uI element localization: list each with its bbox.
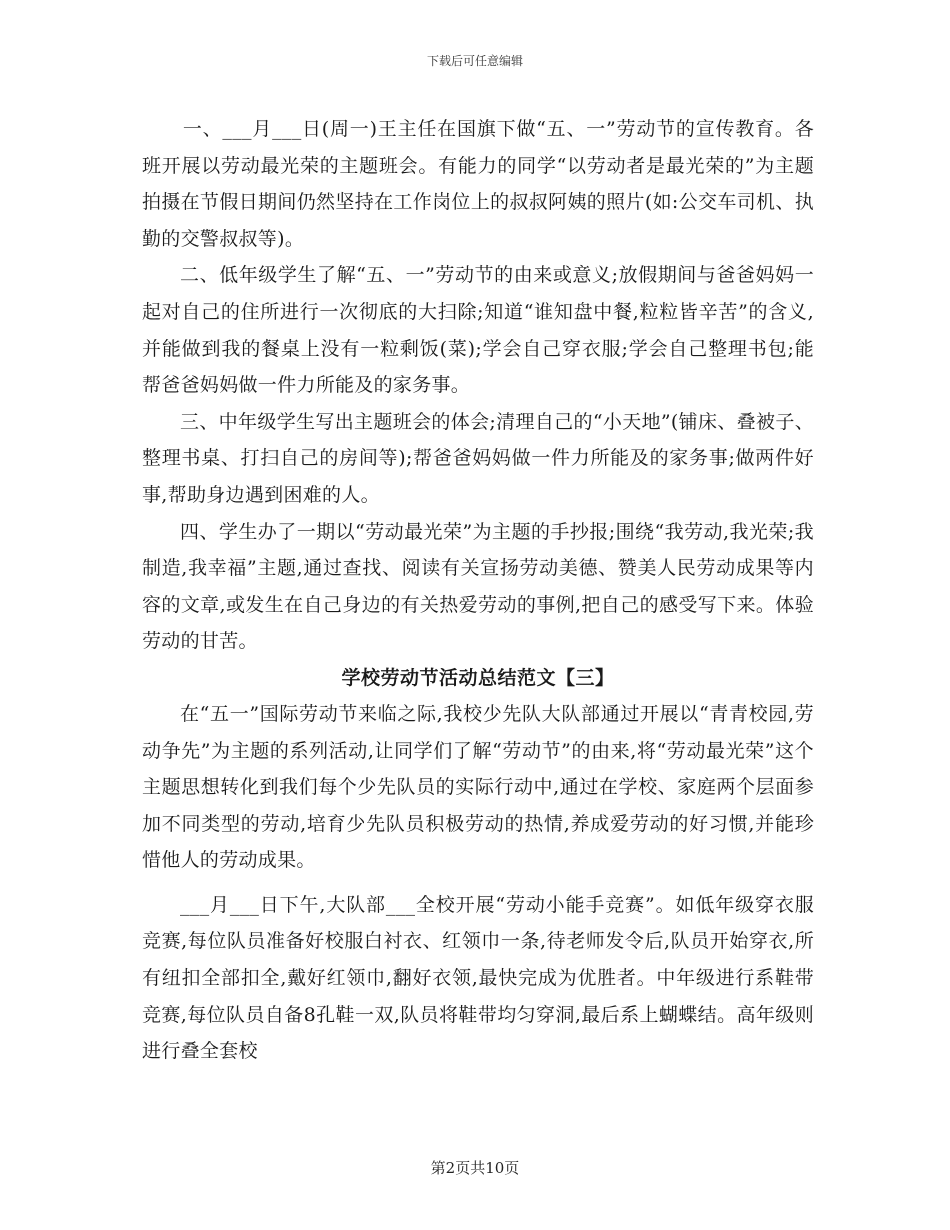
paragraph-2: 二、低年级学生了解“五、一”劳动节的由来或意义;放假期间与爸爸妈妈一起对自己的住所进行一次彻底的大扫除;知道“谁知盘中餐,粒粒皆辛苦”的含义,并能做到我的餐桌上没有一粒剩饭(菜);学会自己穿衣服;学会自己整理书包;能帮爸爸妈妈做一件力所能及的家务事。 [142,264,814,397]
paragraph-4: 四、学生办了一期以“劳动最光荣”为主题的手抄报;围绕“我劳动,我光荣;我制造,我幸福”主题,通过查找、阅读有关宣扬劳动美德、赞美人民劳动成果等内容的文章,或发生在自己身边的有关热爱劳动的事例,把自己的感受写下来。体验劳动的甘苦。 [142,520,814,653]
page-number: 第2页共10页 [430,1159,520,1177]
document-body [142,111,814,1070]
paragraph-1: 一、___月___日(周一)王主任在国旗下做“五、一”劳动节的宣传教育。各班开展以劳动最光荣的主题班会。有能力的同学“以劳动者是最光荣的”为主题拍摄在节假日期间仍然坚持在工作岗位上的叔叔阿姨的照片(如:公交车司机、执勤的交警叔叔等)。 [142,118,814,250]
paragraph-3: 三、中年级学生写出主题班会的体会;清理自己的“小天地”(铺床、叠被子、整理书桌、打扫自己的房间等);帮爸爸妈妈做一件力所能及的家务事;做两件好事,帮助身边遇到困难的人。 [142,410,814,506]
page-header-note: 下载后可任意编辑 [426,54,523,68]
section-title: 学校劳动节活动总结范文【三】 [341,666,615,689]
paragraph-6: ___月___日下午,大队部___全校开展“劳动小能手竞赛”。如低年级穿衣服竞赛,每位队员准备好校服白衬衣、红领巾一条,待老师发令后,队员开始穿衣,所有纽扣全部扣全,戴好红领巾,翻好衣领,最快完成为优胜者。中年级进行系鞋带竞赛,每位队员自备8孔鞋一双,队员将鞋带均匀穿洞,最后系上蝴蝶结。高年级则进行叠全套校 [142,893,814,1063]
paragraph-5: 在“五一”国际劳动节来临之际,我校少先队大队部通过开展以“青青校园,劳动争先”为主题的系列活动,让同学们了解“劳动节”的由来,将“劳动最光荣”这个主题思想转化到我们每个少先队员的实际行动中,通过在学校、家庭两个层面参加不同类型的劳动,培育少先队员积极劳动的热情,养成爱劳动的好习惯,并能珍惜他人的劳动成果。 [142,702,814,872]
